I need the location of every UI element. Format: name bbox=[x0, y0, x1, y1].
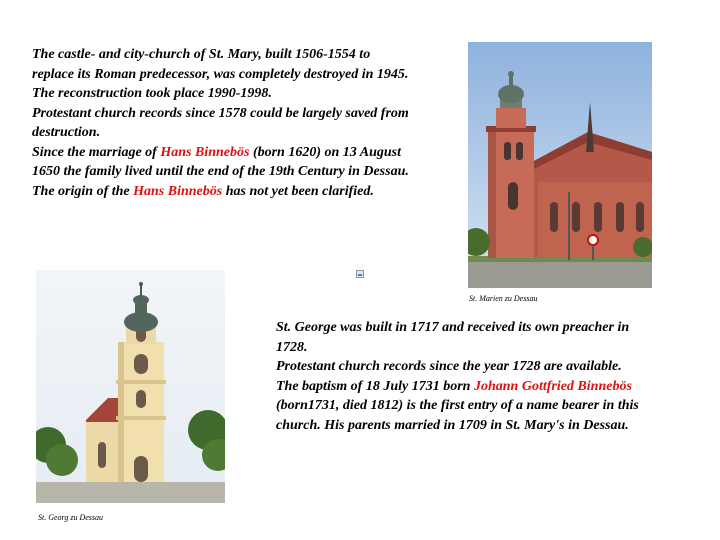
st-mary-family-c: has not yet been clarified. bbox=[222, 183, 374, 199]
st-mary-records: Protestant church records since 1578 could be largely saved from destruction. bbox=[32, 105, 409, 140]
name-johann-gottfried-binnebos: Johann Gottfried Binnebös bbox=[473, 378, 632, 394]
st-georg-caption: St. Georg zu Dessau bbox=[38, 513, 104, 522]
st-mary-family-a: Since the marriage of bbox=[32, 144, 161, 160]
st-georg-photo bbox=[36, 270, 225, 503]
st-marien-caption: St. Marien zu Dessau bbox=[469, 294, 538, 303]
st-mary-description bbox=[32, 45, 412, 201]
st-george-records: Protestant church records since the year 1728 are available. bbox=[276, 359, 622, 374]
image-placeholder-icon bbox=[356, 265, 364, 273]
st-george-baptism-a: The baptism of 18 July 1731 born bbox=[276, 378, 474, 394]
st-mary-history: The castle- and city-church of St. Mary, built 1506-1554 to replace its Roman predecessor, was completely destroyed in 1945. The reconstruction took place 1990-1998. bbox=[32, 47, 409, 101]
name-hans-binnebos: Hans Binnebös bbox=[160, 144, 250, 160]
name-hans-binnebos-2: Hans Binnebös bbox=[133, 183, 223, 199]
st-marien-photo bbox=[468, 42, 652, 288]
st-george-history: St. George was built in 1717 and received its own preacher in 1728. bbox=[276, 320, 630, 355]
st-george-description bbox=[276, 318, 661, 435]
st-george-baptism-b: (born1731, died 1812) is the first entry of a name bearer in this church. His parents married in 1709 in St. Mary's in Dessau. bbox=[276, 398, 639, 433]
st-mary-family-b: (born 1620) on 13 August 1650 the family lived until the end of the 19th Century in Dessau. The origin of the bbox=[32, 144, 409, 199]
